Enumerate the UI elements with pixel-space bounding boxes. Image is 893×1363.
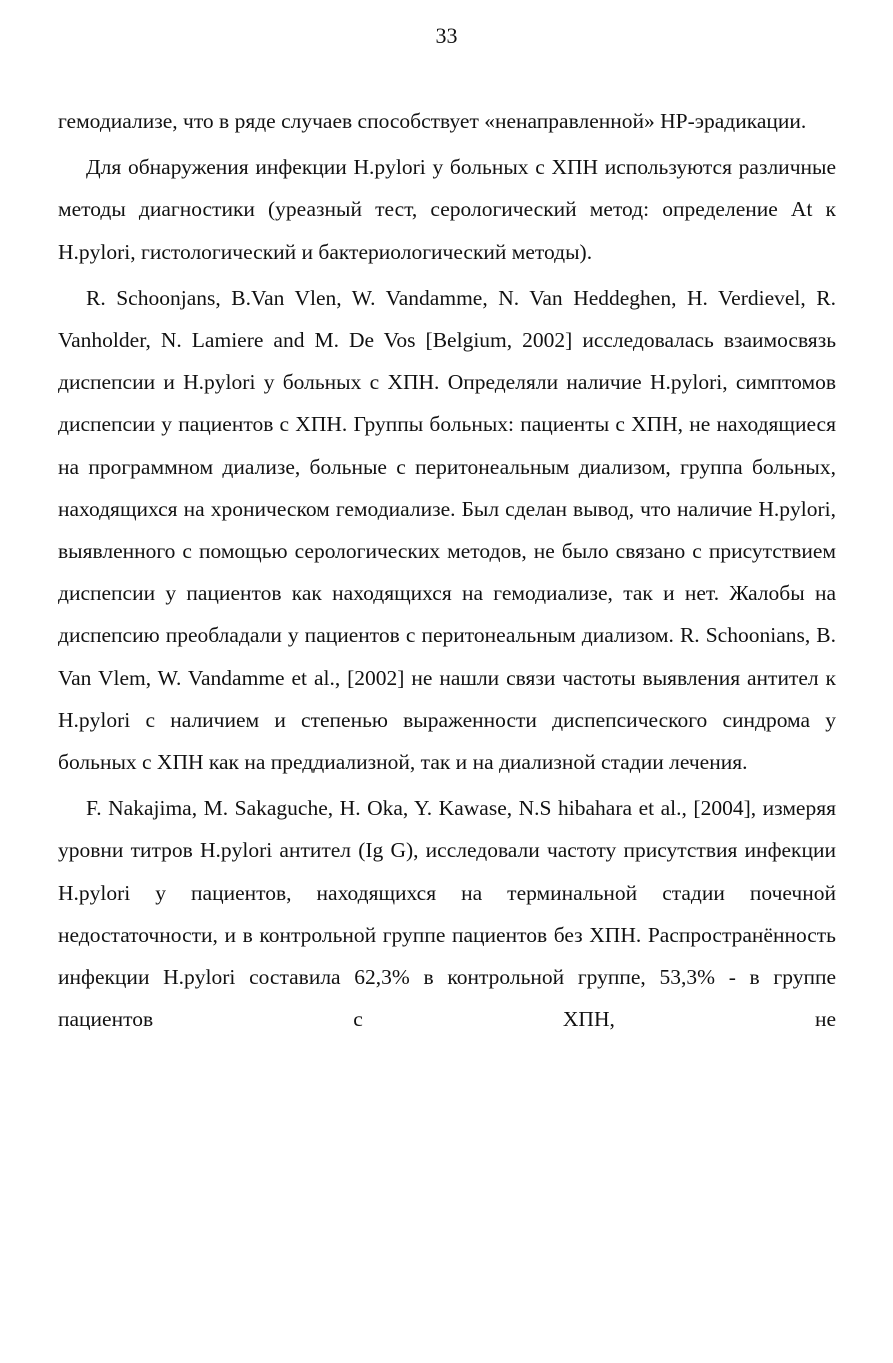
paragraph-nakajima: F. Nakajima, M. Sakaguche, H. Oka, Y. Kawase, N.S hibahara et al., [2004], измеряя уровни титров H.pylori антител (Ig G), исследовали частоту присутствия инфекции H.pylori у пациентов, находящихся на терминальной стадии почечной недостаточности, и в контрольной группе пациентов без ХПН. Распространённость инфекции H.pylori составила 62,3% в контрольной группе, 53,3% - в группе пациентов с ХПН, не (58, 796, 836, 1032)
paragraph-schoonjans: R. Schoonjans, B.Van Vlen, W. Vandamme, N. Van Heddeghen, H. Verdievel, R. Vanholder, N. Lamiere and M. De Vos [Belgium, 2002] исследовалась взаимосвязь диспепсии и H.pylori у больных с ХПН. Определяли наличие H.pylori, симптомов диспепсии у пациентов с ХПН. Группы больных: пациенты с ХПН, не находящиеся на программном диализе, больные с перитонеальным диализом, группа больных, находящихся на хроническом гемодиализе. Был сделан вывод, что наличие H.pylori, выявленного с помощью серологических методов, не было связано с присутствием диспепсии у пациентов как находящихся на гемодиализе, так и нет. Жалобы на диспепсию преобладали у пациентов с перитонеальным диализом. R. Schoonians, B. Van Vlem, W. Vandamme et al., [2002] не нашли связи частоты выявления антител к H.pylori с наличием и степенью выраженности диспепсического синдрома у больных с ХПН как на преддиализной, так и на диализной стадии лечения. (58, 285, 836, 775)
body-text (58, 100, 836, 1044)
paragraph-diagnostics: Для обнаружения инфекции H.pylori у больных с ХПН используются различные методы диагностики (уреазный тест, серологический метод: определение At к H.pylori, гистологический и бактериологический методы). (58, 155, 836, 264)
page-number: 33 (435, 23, 458, 48)
paragraph-continuation: гемодиализе, что в ряде случаев способствует «ненаправленной» HP-эрадикации. (58, 109, 807, 133)
